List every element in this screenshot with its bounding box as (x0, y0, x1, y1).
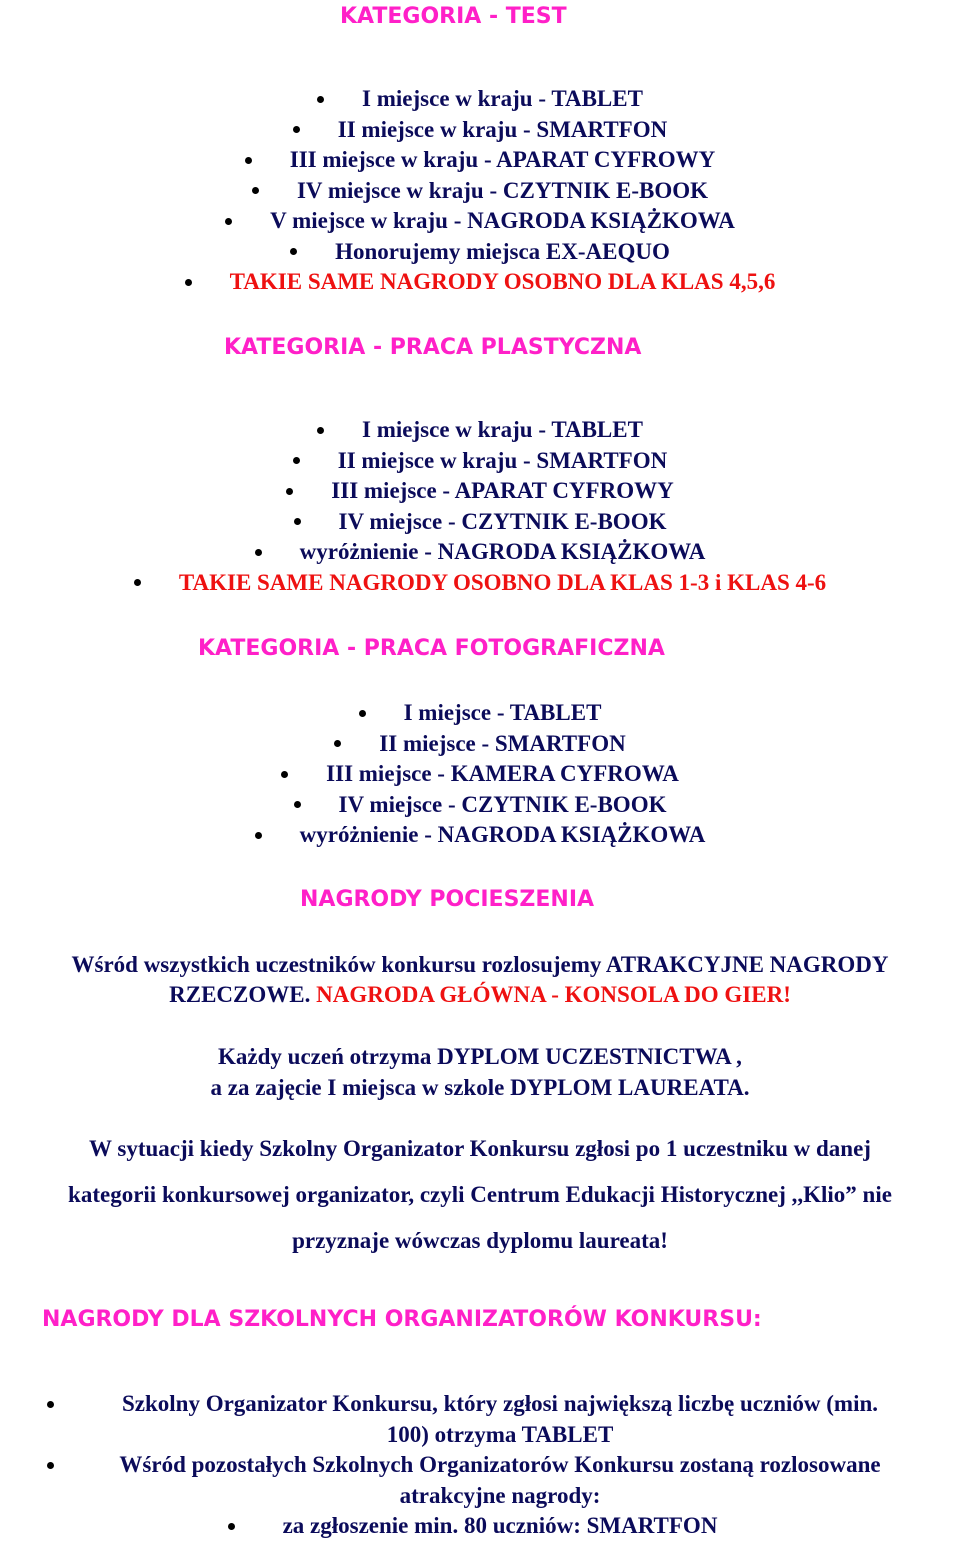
list-item-note: TAKIE SAME NAGRODY OSOBNO DLA KLAS 4,5,6 (0, 267, 960, 298)
lottery-text: RZECZOWE. (169, 982, 311, 1007)
bullet-icon (290, 248, 297, 255)
bullet-icon (47, 1401, 54, 1408)
item-line: za zgłoszenie min. 80 uczniów: SMARTFON (282, 1513, 718, 1538)
list-item: II miejsce w kraju - SMARTFON (0, 115, 960, 146)
heading-plastyczna: KATEGORIA - PRACA PLASTYCZNA (224, 335, 642, 360)
paragraph-situation-line3: przyznaje wówczas dyplomu laureata! (292, 1228, 668, 1253)
item-line: Wśród pozostałych Szkolnych Organizatorów Konkursu zostaną rozlosowane (119, 1452, 881, 1477)
item-line: Szkolny Organizator Konkursu, który zgłosi największą liczbę uczniów (min. (121, 1391, 879, 1416)
bullet-icon (47, 1462, 54, 1469)
bullet-icon (293, 457, 300, 464)
bullet-icon (293, 126, 300, 133)
list-item: IV miejsce - CZYTNIK E-BOOK (0, 507, 960, 538)
paragraph-diploma-line2: a za zajęcie I miejsca w szkole DYPLOM LAUREATA. (210, 1075, 750, 1100)
heading-organizatorzy: NAGRODY DLA SZKOLNYCH ORGANIZATORÓW KONKURSU: (42, 1307, 762, 1332)
bullet-icon (334, 740, 341, 747)
bullet-icon (286, 488, 293, 495)
list-item: V miejsce w kraju - NAGRODA KSIĄŻKOWA (0, 206, 960, 237)
list-item: III miejsce - APARAT CYFROWY (0, 476, 960, 507)
bullet-icon (134, 579, 141, 586)
list-item (0, 1511, 960, 1542)
bullet-icon (228, 1523, 235, 1530)
list-item: II miejsce - SMARTFON (0, 729, 960, 760)
list-item: I miejsce - TABLET (0, 698, 960, 729)
main-prize-text: NAGRODA GŁÓWNA - KONSOLA DO GIER! (316, 982, 791, 1007)
bullet-icon (317, 96, 324, 103)
list-item: wyróżnienie - NAGRODA KSIĄŻKOWA (0, 537, 960, 568)
list-item: Honorujemy miejsca EX-AEQUO (0, 237, 960, 268)
heading-test: KATEGORIA - TEST (340, 4, 567, 29)
list-item: I miejsce w kraju - TABLET (0, 84, 960, 115)
list-item: III miejsce - KAMERA CYFROWA (0, 759, 960, 790)
bullet-icon (359, 710, 366, 717)
list-organizatorzy (0, 1389, 960, 1542)
bullet-icon (185, 279, 192, 286)
bullet-icon (294, 801, 301, 808)
list-item: II miejsce w kraju - SMARTFON (0, 446, 960, 477)
item-line: atrakcyjne nagrody: (399, 1482, 601, 1508)
list-fotograficzna (0, 698, 960, 851)
heading-pocieszenia: NAGRODY POCIESZENIA (300, 887, 595, 912)
list-test (0, 84, 960, 298)
bullet-icon (225, 218, 232, 225)
list-item: III miejsce w kraju - APARAT CYFROWY (0, 145, 960, 176)
paragraph-situation-line1: W sytuacji kiedy Szkolny Organizator Konkursu zgłosi po 1 uczestniku w danej (89, 1136, 871, 1161)
paragraph-diploma-line1: Każdy uczeń otrzyma DYPLOM UCZESTNICTWA , (218, 1044, 742, 1069)
list-item (0, 1450, 960, 1511)
bullet-icon (252, 187, 259, 194)
bullet-icon (255, 832, 262, 839)
item-line: 100) otrzyma TABLET (386, 1421, 614, 1447)
heading-fotograficzna: KATEGORIA - PRACA FOTOGRAFICZNA (198, 636, 665, 661)
list-item: wyróżnienie - NAGRODA KSIĄŻKOWA (0, 820, 960, 851)
paragraph-lottery-line2 (0, 980, 960, 1010)
list-item: I miejsce w kraju - TABLET (0, 415, 960, 446)
list-plastyczna (0, 415, 960, 598)
list-item (0, 1389, 960, 1450)
bullet-icon (294, 518, 301, 525)
list-item-note: TAKIE SAME NAGRODY OSOBNO DLA KLAS 1-3 i KLAS 4-6 (0, 568, 960, 599)
bullet-icon (281, 771, 288, 778)
bullet-icon (255, 549, 262, 556)
bullet-icon (245, 157, 252, 164)
list-item: IV miejsce w kraju - CZYTNIK E-BOOK (0, 176, 960, 207)
bullet-icon (317, 427, 324, 434)
paragraph-situation-line2: kategorii konkursowej organizator, czyli Centrum Edukacji Historycznej ,,Klio” nie (68, 1182, 892, 1207)
list-item: IV miejsce - CZYTNIK E-BOOK (0, 790, 960, 821)
paragraph-lottery-line1: Wśród wszystkich uczestników konkursu rozlosujemy ATRAKCYJNE NAGRODY (71, 952, 889, 977)
